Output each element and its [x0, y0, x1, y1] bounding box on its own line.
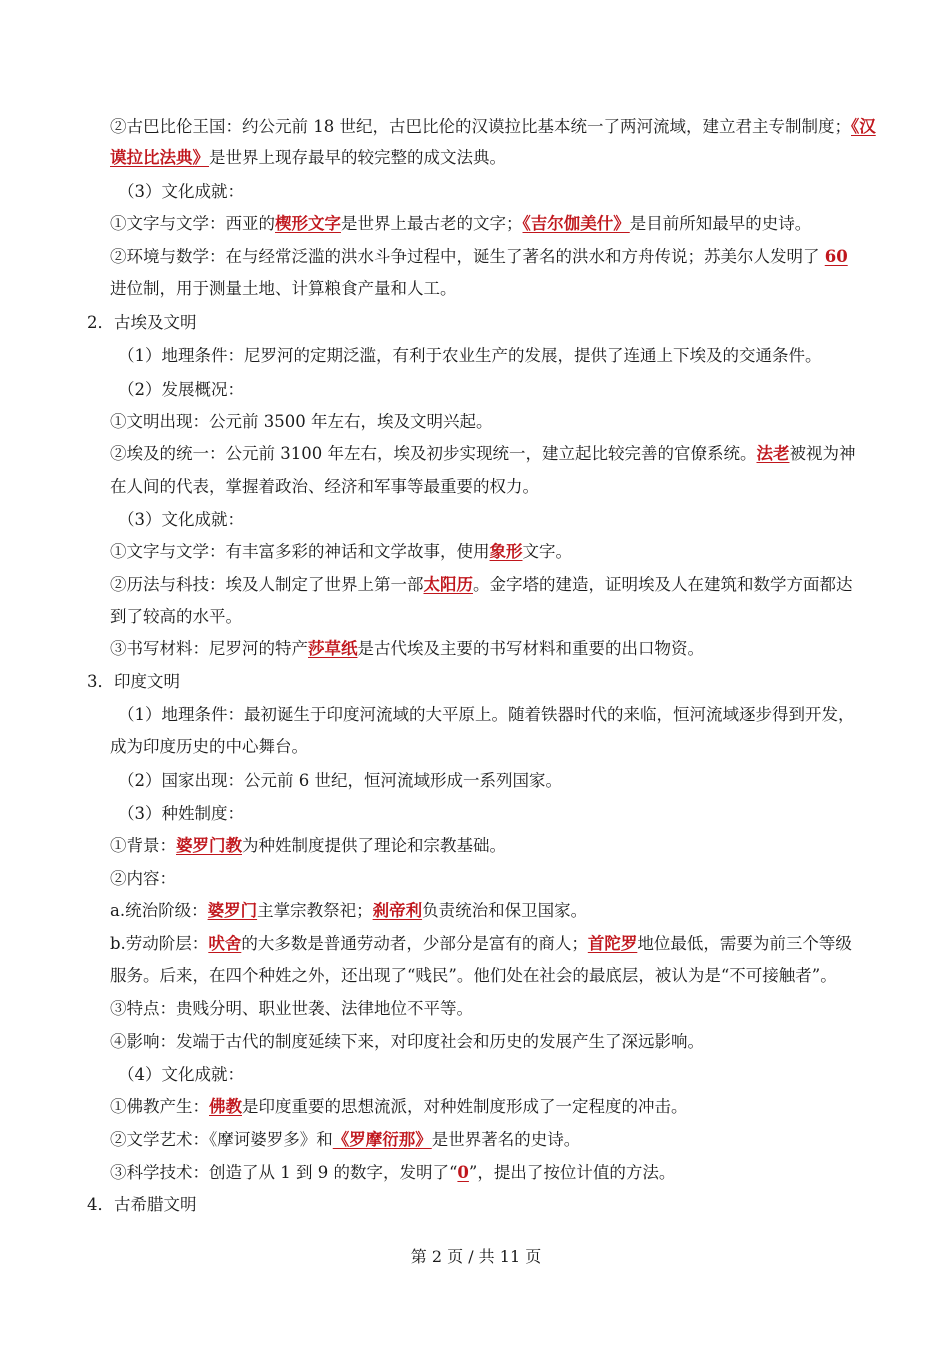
text-segment: 是目前所知最早的史诗。 [629, 214, 812, 233]
text-segment: ②内容： [110, 869, 176, 888]
text-segment: ①文字与文学：西亚的 [110, 214, 275, 233]
text-line [118, 704, 855, 726]
text-segment: 是古代埃及主要的书写材料和重要的出口物资。 [357, 639, 704, 658]
text-line [110, 933, 852, 955]
text-line [110, 278, 457, 300]
text-segment: ②埃及的统一：公元前 3100 年左右，埃及初步实现统一，建立起比较完善的官僚系统。 [110, 444, 757, 463]
text-segment: 是世界上现存最早的较完整的成文法典。 [209, 148, 506, 167]
text-line [110, 476, 539, 498]
text-segment: a.统治阶级： [110, 901, 208, 920]
text-line [110, 147, 506, 169]
text-segment: 3．印度文明 [87, 672, 180, 691]
highlighted-term: 谟拉比法典》 [110, 148, 209, 167]
highlighted-term: 首陀罗 [587, 934, 638, 953]
text-line [118, 509, 244, 531]
text-segment: 是世界著名的史诗。 [431, 1130, 581, 1149]
highlighted-term: 婆罗门 [207, 901, 258, 920]
text-segment: 到了较高的水平。 [110, 607, 242, 626]
text-line [110, 1031, 704, 1053]
text-segment: 地位最低，需要为前三个等级 [637, 934, 852, 953]
highlighted-term: 60 [824, 247, 848, 266]
highlighted-term: 法老 [756, 444, 790, 463]
highlighted-term: 刹帝利 [372, 901, 423, 920]
text-line [110, 116, 876, 138]
text-segment: （1）地理条件：尼罗河的定期泛滥，有利于农业生产的发展，提供了连通上下埃及的交通条件。 [118, 346, 822, 365]
text-line [87, 671, 180, 693]
text-segment: 成为印度历史的中心舞台。 [110, 737, 308, 756]
text-segment: ②文学艺术：《摩诃婆罗多》和 [110, 1130, 333, 1149]
text-line [110, 606, 242, 628]
text-segment: （2）国家出现：公元前 6 世纪，恒河流域形成一系列国家。 [118, 771, 562, 790]
text-line [110, 246, 848, 268]
highlighted-term: 吠舍 [208, 934, 242, 953]
text-line [110, 638, 704, 660]
highlighted-term: 《罗摩衍那》 [332, 1130, 432, 1149]
text-segment: ②历法与科技：埃及人制定了世界上第一部 [110, 575, 424, 594]
text-line [110, 1162, 675, 1184]
text-segment: ③书写材料：尼罗河的特产 [110, 639, 308, 658]
text-segment: 4．古希腊文明 [87, 1195, 197, 1214]
text-segment: ”，提出了按位计值的方法。 [468, 1163, 676, 1182]
text-segment: b.劳动阶层： [110, 934, 209, 953]
text-segment: 。金字塔的建造，证明埃及人在建筑和数学方面都达 [473, 575, 853, 594]
text-segment: ②环境与数学：在与经常泛滥的洪水斗争过程中，诞生了著名的洪水和方舟传说；苏美尔人发明了 [110, 247, 825, 266]
text-line [110, 835, 506, 857]
text-line [110, 541, 572, 563]
text-line [110, 1129, 580, 1151]
text-line [110, 411, 492, 433]
highlighted-term: 《汉 [851, 117, 876, 136]
text-line [110, 998, 473, 1020]
text-segment: 服务。后来，在四个种姓之外，还出现了“贱民”。他们处在社会的最底层，被认为是“不可接触者”。 [110, 966, 837, 985]
text-segment: ①佛教产生： [110, 1097, 209, 1116]
highlighted-term: 《吉尔伽美什》 [522, 214, 630, 233]
text-segment: 的大多数是普通劳动者，少部分是富有的商人； [241, 934, 588, 953]
text-line [118, 803, 244, 825]
text-segment: ①文明出现：公元前 3500 年左右，埃及文明兴起。 [110, 412, 493, 431]
text-segment: 在人间的代表，掌握着政治、经济和军事等最重要的权力。 [110, 477, 539, 496]
text-segment: 进位制，用于测量土地、计算粮食产量和人工。 [110, 279, 457, 298]
highlighted-term: 莎草纸 [308, 639, 358, 658]
text-segment: ④影响：发端于古代的制度延续下来，对印度社会和历史的发展产生了深远影响。 [110, 1032, 704, 1051]
text-segment: （3）文化成就： [118, 510, 244, 529]
text-segment: （2）发展概况： [118, 380, 244, 399]
text-line [110, 736, 308, 758]
text-segment: ①背景： [110, 836, 176, 855]
text-segment: 2．古埃及文明 [87, 313, 197, 332]
highlighted-term: 0 [457, 1163, 469, 1182]
text-line [118, 379, 244, 401]
text-segment: （3）文化成就： [118, 182, 244, 201]
text-segment: 是世界上最古老的文字； [341, 214, 523, 233]
text-segment: ②古巴比伦王国：约公元前 18 世纪，古巴比伦的汉谟拉比基本统一了两河流域，建立君主专制制度； [110, 117, 851, 136]
text-segment: 为种姓制度提供了理论和宗教基础。 [242, 836, 506, 855]
text-segment: （1）地理条件：最初诞生于印度河流域的大平原上。随着铁器时代的来临，恒河流域逐步得到开发， [118, 705, 855, 724]
text-segment: 被视为神 [789, 444, 856, 463]
text-segment: 是印度重要的思想流派，对种姓制度形成了一定程度的冲击。 [242, 1097, 688, 1116]
text-segment: （3）种姓制度： [118, 804, 244, 823]
text-segment: ①文字与文学：有丰富多彩的神话和文学故事，使用 [110, 542, 490, 561]
text-line [110, 965, 837, 987]
text-segment: 负责统治和保卫国家。 [422, 901, 588, 920]
text-line [118, 770, 562, 792]
text-segment: 文字。 [522, 542, 572, 561]
text-segment: （4）文化成就： [118, 1065, 244, 1084]
text-line [110, 574, 853, 596]
text-line [110, 213, 811, 235]
highlighted-term: 佛教 [209, 1097, 242, 1116]
highlighted-term: 象形 [489, 542, 523, 561]
highlighted-term: 太阳历 [423, 575, 473, 594]
text-segment: ③特点：贵贱分明、职业世袭、法律地位不平等。 [110, 999, 473, 1018]
text-line [87, 1194, 197, 1216]
text-segment: 主掌宗教祭祀； [257, 901, 373, 920]
text-line [118, 345, 822, 367]
text-line [118, 181, 244, 203]
text-line [110, 1096, 688, 1118]
highlighted-term: 楔形文字 [275, 214, 341, 233]
text-line [110, 900, 587, 922]
text-segment: ③科学技术：创造了从 1 到 9 的数字，发明了“ [110, 1163, 458, 1182]
text-line [118, 1064, 244, 1086]
text-line [110, 868, 176, 890]
text-line [110, 443, 855, 465]
text-line [87, 312, 197, 334]
page-footer: 第 2 页 / 共 11 页 [410, 1247, 542, 1266]
highlighted-term: 婆罗门教 [176, 836, 242, 855]
